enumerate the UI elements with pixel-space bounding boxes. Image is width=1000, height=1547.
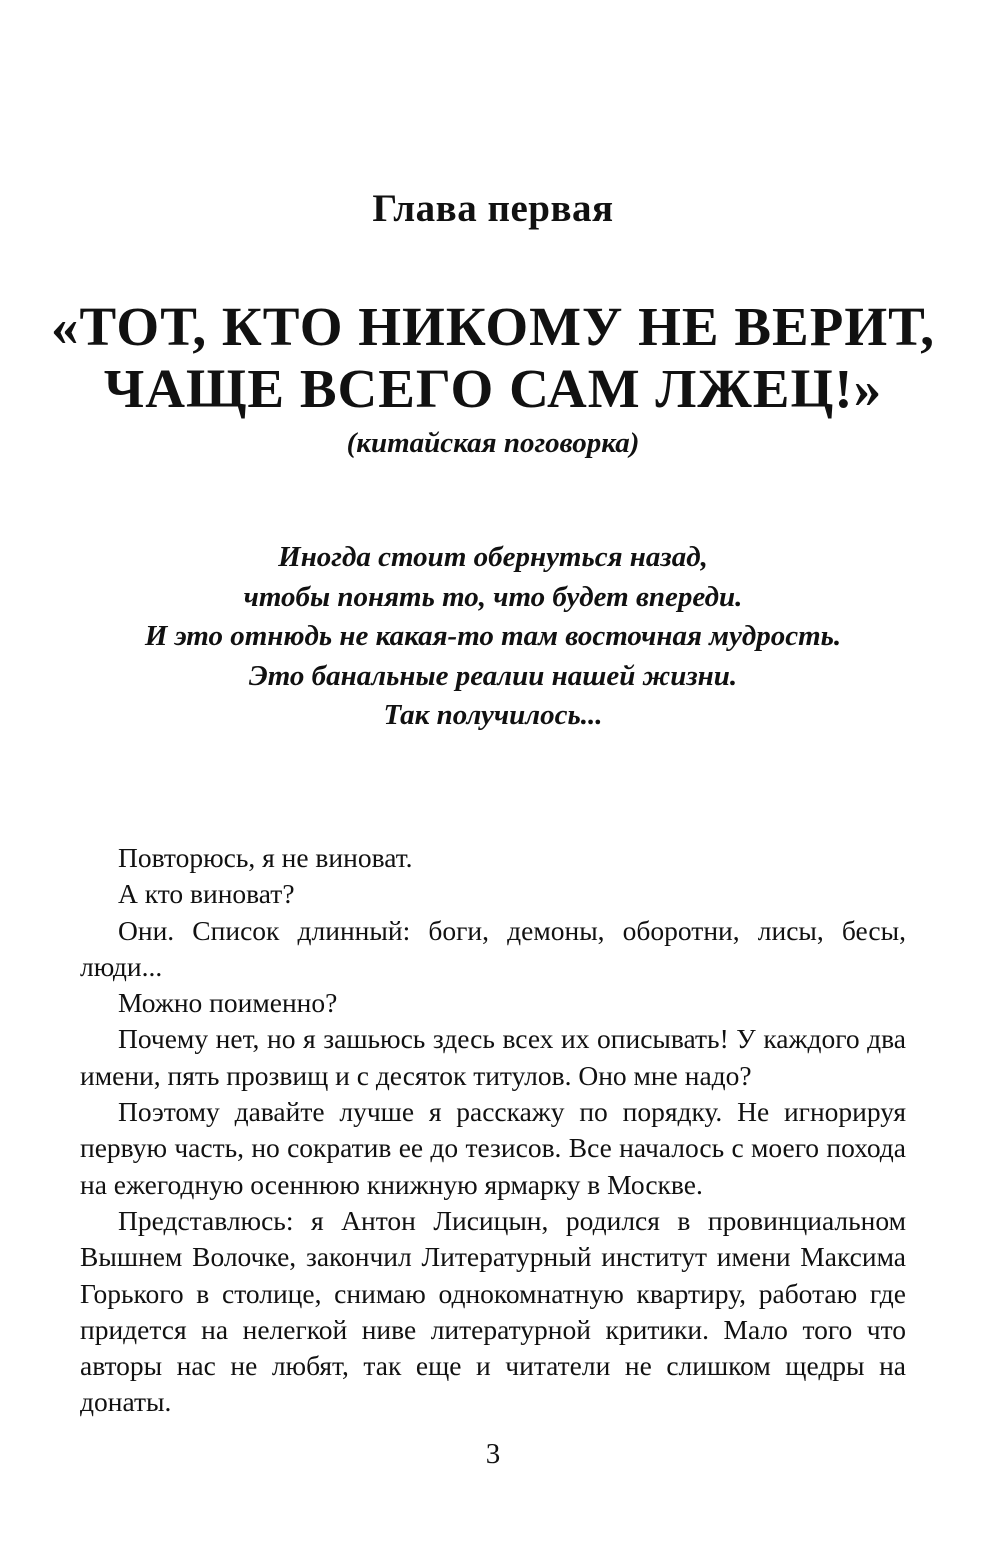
body-text [80,840,906,1421]
epigraph-line: И это отнюдь не какая-то там восточная мудрость. [144,620,842,652]
paragraph: Поэтому давайте лучше я расскажу по порядку. Не игнорируя первую часть, но сократив ее до тезисов. Все началось с моего похода на ежегодную осеннюю книжную ярмарку в Москве. [80,1096,906,1200]
chapter-title-line: ЧАЩЕ ВСЕГО САМ ЛЖЕЦ!» [103,358,883,419]
chapter-label: Глава первая [372,187,614,230]
chapter-title [0,296,986,420]
epigraph-line: чтобы понять то, что будет впереди. [243,580,743,613]
epigraph [0,538,986,736]
paragraph: Они. Список длинный: боги, демоны, оборотни, лисы, бесы, люди... [80,914,906,982]
paragraph: Повторюсь, я не виноват. [118,842,413,873]
epigraph-line: Это банальные реалии нашей жизни. [248,659,738,692]
title-source: (китайская поговорка) [346,427,640,459]
epigraph-line: Так получилось... [383,699,603,731]
paragraph: Почему нет, но я зашьюсь здесь всех их описывать! У каждого два имени, пять прозвищ и с десяток титулов. Оно мне надо? [80,1023,906,1091]
chapter-title-line: «ТОТ, КТО НИКОМУ НЕ ВЕРИТ, [50,296,936,357]
paragraph: А кто виноват? [118,878,295,910]
paragraph: Представлюсь: я Антон Лисицын, родился в провинциальном Вышнем Волочке, закончил Литературный институт имени Максима Горького в столице, снимаю однокомнатную квартиру, работаю где придется на нелегкой ниве литературной критики. Мало того что авторы нас не любят, так еще и читатели не слишком щедры на донаты. [80,1204,906,1418]
page-number: 3 [485,1438,501,1470]
paragraph: Можно поименно? [118,987,338,1019]
epigraph-line: Иногда стоит обернуться назад, [278,541,708,573]
